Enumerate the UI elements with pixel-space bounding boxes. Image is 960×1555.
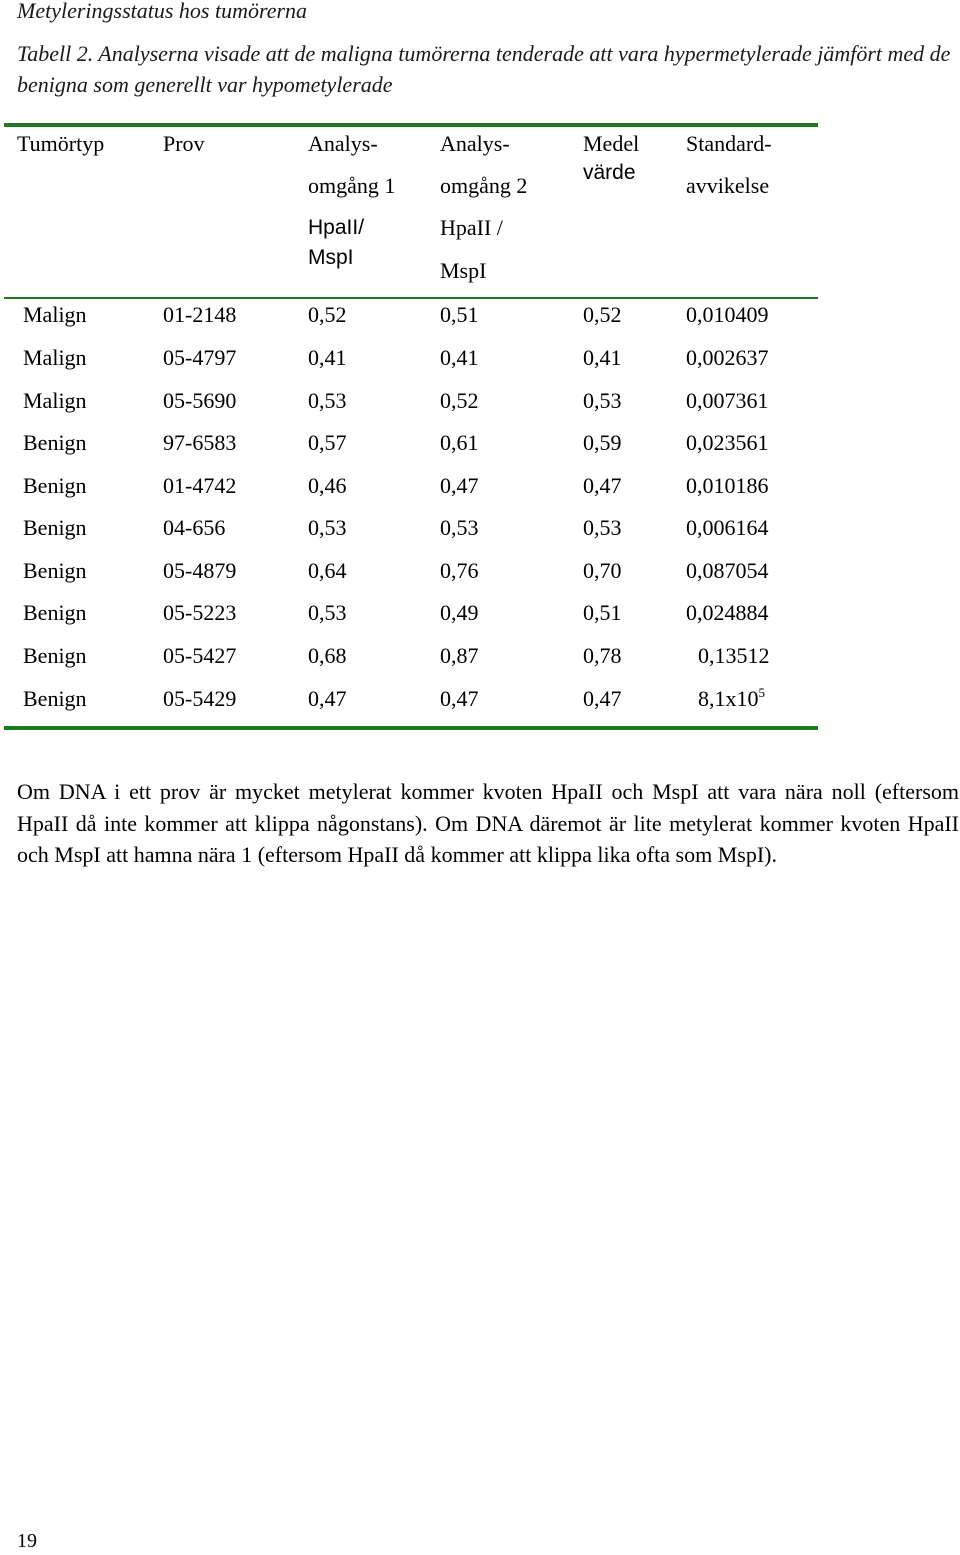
cell-analys2: 0,47 bbox=[440, 473, 479, 498]
cell-analys1: 0,41 bbox=[308, 345, 347, 370]
page-number: 19 bbox=[17, 1530, 37, 1552]
cell-analys1: 0,53 bbox=[308, 515, 347, 540]
cell-std: 0,024884 bbox=[686, 600, 769, 625]
cell-medel: 0,47 bbox=[583, 686, 622, 711]
cell-std bbox=[698, 684, 765, 717]
cell-analys2: 0,61 bbox=[440, 430, 479, 455]
cell-prov: 01-4742 bbox=[163, 473, 237, 498]
header-analys1-line1: Analys- bbox=[308, 131, 378, 156]
cell-analys2: 0,87 bbox=[440, 643, 479, 668]
header-analys2-line1: Analys- bbox=[440, 131, 510, 156]
cell-medel: 0,51 bbox=[583, 600, 622, 625]
header-analys1-line3: HpaII/ bbox=[308, 216, 365, 239]
cell-tumortyp: Benign bbox=[23, 686, 87, 711]
header-std-line1: Standard- bbox=[686, 131, 772, 156]
header-analys2-line3: HpaII / bbox=[440, 215, 503, 240]
cell-analys1: 0,53 bbox=[308, 600, 347, 625]
cell-tumortyp: Malign bbox=[23, 388, 87, 413]
cell-analys2: 0,76 bbox=[440, 558, 479, 583]
cell-analys2: 0,49 bbox=[440, 600, 479, 625]
cell-std-base: 8,1x10 bbox=[698, 686, 759, 711]
cell-analys1: 0,47 bbox=[308, 686, 347, 711]
cell-std: 0,010186 bbox=[686, 473, 769, 498]
cell-std: 0,087054 bbox=[686, 558, 769, 583]
header-medel-line2: värde bbox=[583, 161, 636, 184]
header-analys2-line2: omgång 2 bbox=[440, 173, 528, 198]
cell-std-exponent: 5 bbox=[758, 685, 765, 700]
cell-medel: 0,53 bbox=[583, 388, 622, 413]
cell-prov: 05-4797 bbox=[163, 345, 237, 370]
cell-medel: 0,47 bbox=[583, 473, 622, 498]
cell-analys1: 0,52 bbox=[308, 302, 347, 327]
cell-std: 0,13512 bbox=[698, 643, 770, 668]
body-paragraph: Om DNA i ett prov är mycket metylerat kommer kvoten HpaII och MspI att vara nära noll (eftersom HpaII då inte kommer att klippa någonstans). Om DNA däremot är lite metylerat kommer kvoten HpaII och MspI att hamna nära 1 (eftersom HpaII då kommer att klippa lika ofta som MspI). bbox=[17, 779, 959, 867]
cell-tumortyp: Malign bbox=[23, 302, 87, 327]
table-bottom-rule bbox=[4, 726, 818, 730]
cell-analys2: 0,41 bbox=[440, 345, 479, 370]
cell-medel: 0,78 bbox=[583, 643, 622, 668]
header-medel-line1: Medel bbox=[583, 131, 640, 156]
header-analys1-line2: omgång 1 bbox=[308, 173, 396, 198]
cell-tumortyp: Benign bbox=[23, 430, 87, 455]
header-tumortyp: Tumörtyp bbox=[17, 131, 105, 156]
cell-prov: 05-5429 bbox=[163, 686, 237, 711]
cell-medel: 0,70 bbox=[583, 558, 622, 583]
header-analys2-line4: MspI bbox=[440, 258, 487, 283]
cell-tumortyp: Benign bbox=[23, 558, 87, 583]
section-title: Metyleringsstatus hos tumörerna bbox=[17, 0, 308, 23]
cell-medel: 0,53 bbox=[583, 515, 622, 540]
cell-prov: 05-5427 bbox=[163, 643, 237, 668]
cell-medel: 0,41 bbox=[583, 345, 622, 370]
cell-prov: 05-4879 bbox=[163, 558, 237, 583]
cell-analys2: 0,53 bbox=[440, 515, 479, 540]
cell-analys1: 0,53 bbox=[308, 388, 347, 413]
cell-prov: 97-6583 bbox=[163, 430, 237, 455]
cell-std: 0,006164 bbox=[686, 515, 769, 540]
cell-tumortyp: Benign bbox=[23, 515, 87, 540]
cell-analys1: 0,68 bbox=[308, 643, 347, 668]
cell-analys2: 0,51 bbox=[440, 302, 479, 327]
cell-prov: 01-2148 bbox=[163, 302, 237, 327]
cell-tumortyp: Benign bbox=[23, 473, 87, 498]
cell-std: 0,007361 bbox=[686, 388, 769, 413]
table-header-rule bbox=[4, 297, 818, 299]
cell-prov: 05-5690 bbox=[163, 388, 237, 413]
header-analys1-line4: MspI bbox=[308, 246, 354, 269]
cell-std: 0,002637 bbox=[686, 345, 769, 370]
cell-tumortyp: Benign bbox=[23, 643, 87, 668]
cell-analys2: 0,52 bbox=[440, 388, 479, 413]
cell-std: 0,010409 bbox=[686, 302, 769, 327]
cell-medel: 0,52 bbox=[583, 302, 622, 327]
cell-tumortyp: Benign bbox=[23, 600, 87, 625]
cell-prov: 04-656 bbox=[163, 515, 226, 540]
cell-std: 0,023561 bbox=[686, 430, 769, 455]
header-std-line2: avvikelse bbox=[686, 173, 770, 198]
cell-analys1: 0,64 bbox=[308, 558, 347, 583]
header-prov: Prov bbox=[163, 131, 205, 156]
cell-analys2: 0,47 bbox=[440, 686, 479, 711]
cell-tumortyp: Malign bbox=[23, 345, 87, 370]
table-caption: Tabell 2. Analyserna visade att de maligna tumörerna tenderade att vara hypermetylerade jämfört med de benigna som generellt var hypometylerade bbox=[17, 41, 951, 97]
cell-analys1: 0,57 bbox=[308, 430, 347, 455]
cell-medel: 0,59 bbox=[583, 430, 622, 455]
cell-analys1: 0,46 bbox=[308, 473, 347, 498]
cell-prov: 05-5223 bbox=[163, 600, 237, 625]
